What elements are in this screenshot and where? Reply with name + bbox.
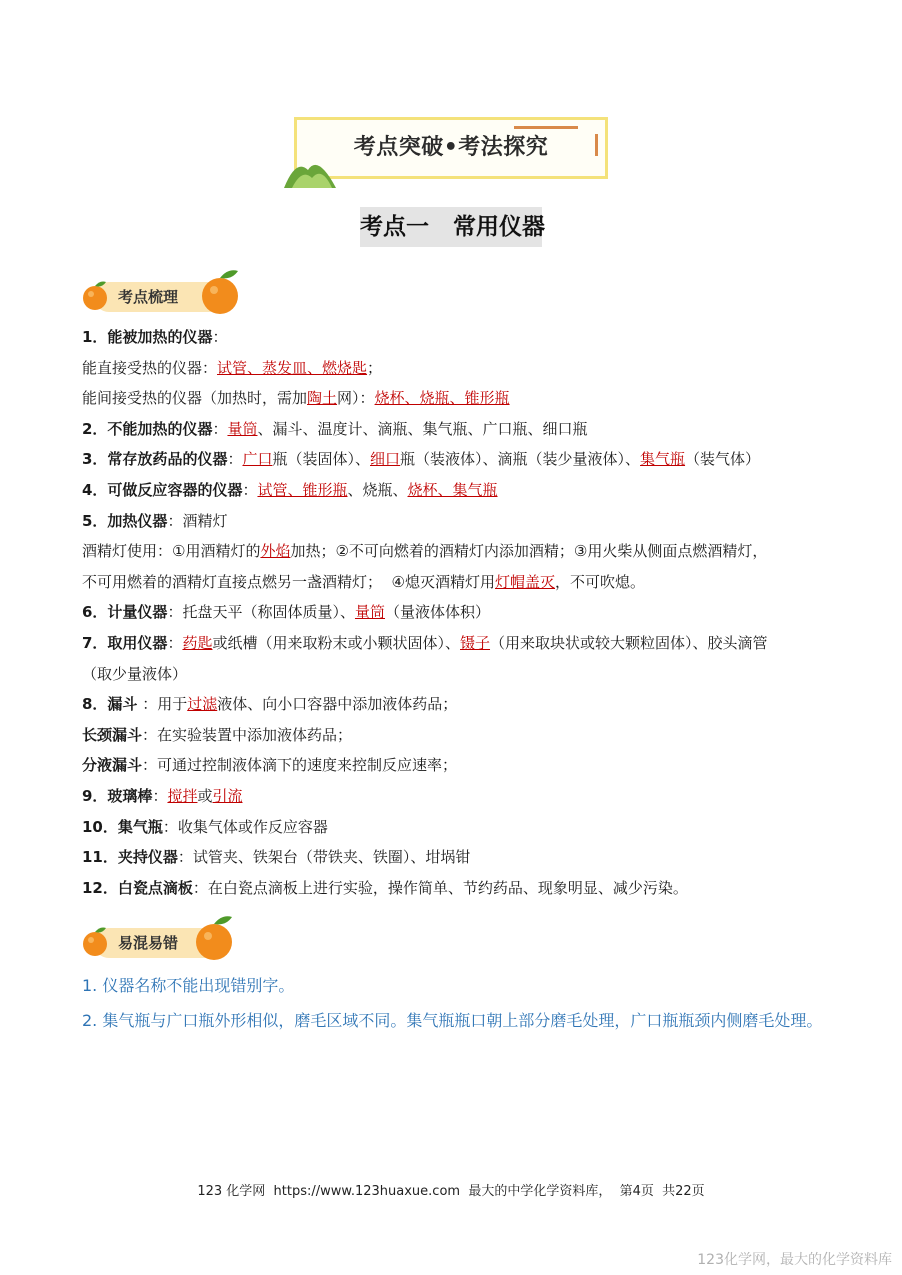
item-text: 或纸槽（用来取粉末或小颗状固体）、 (212, 633, 460, 652)
item-heading: 8．漏斗 (82, 695, 138, 714)
tag-label: 易混易错 (118, 934, 179, 952)
banner-title: 考点突破•考法探究 (353, 135, 549, 160)
list-item (82, 781, 832, 812)
orange-icon (192, 914, 236, 962)
list-item (82, 873, 832, 904)
item-text: 网）： (337, 389, 375, 408)
item-heading: 3．常存放药品的仪器 (82, 450, 228, 469)
item-text: 瓶（装液体）、滴瓶（装少量液体）、 (400, 450, 641, 469)
list-item (82, 475, 832, 506)
item-heading: 11．夹持仪器 (82, 848, 178, 867)
list-item (82, 536, 832, 567)
item-text: （用来取块状或较大颗粒固体）、胶头滴管 (490, 633, 768, 652)
answer-text: 外焰 (260, 542, 291, 561)
orange-icon (198, 268, 242, 316)
orange-icon (80, 924, 110, 958)
tag-review (80, 268, 242, 318)
answer-text: 烧杯、集气瓶 (407, 480, 498, 499)
list-item (82, 750, 832, 781)
section-banner (282, 112, 614, 190)
answer-text: 试管、蒸发皿、燃烧匙 (217, 358, 368, 377)
answer-text: 量筒 (227, 419, 258, 438)
list-item (82, 628, 832, 659)
item-text: 瓶（装固体）、 (272, 450, 370, 469)
answer-text: 药匙 (182, 633, 213, 652)
item-text: （取少量液体） (82, 664, 188, 683)
item-text: ：收集气体或作反应容器 (162, 817, 328, 836)
item-text: ： (212, 419, 228, 438)
list-item (82, 506, 832, 537)
list-item (82, 414, 832, 445)
confusion-notes (82, 968, 832, 1038)
item-text: ：试管夹、铁架台（带铁夹、铁圈）、坩埚钳 (177, 848, 471, 867)
answer-text: 引流 (212, 786, 243, 805)
list-item (82, 383, 832, 414)
answer-text: 陶土 (307, 389, 338, 408)
item-text: 不可用燃着的酒精灯直接点燃另一盏酒精灯； ④熄灭酒精灯用 (82, 572, 495, 591)
answer-text: 集气瓶 (640, 450, 686, 469)
item-text: 酒精灯使用：①用酒精灯的 (82, 542, 261, 561)
answer-text: 细口 (370, 450, 401, 469)
item-heading: 7．取用仪器 (82, 633, 168, 652)
answer-text: 烧杯、烧瓶、锥形瓶 (374, 389, 510, 408)
item-text: 、漏斗、温度计、滴瓶、集气瓶、广口瓶、细口瓶 (257, 419, 588, 438)
answer-text: 搅拌 (167, 786, 198, 805)
note-item: 2. 集气瓶与广口瓶外形相似，磨毛区域不同。集气瓶瓶口朝上部分磨毛处理，广口瓶瓶颈内侧磨毛处理。 (82, 1011, 823, 1030)
item-text: （装气体） (685, 450, 761, 469)
item-text: 或 (197, 786, 213, 805)
list-item (82, 720, 832, 751)
item-heading: 10．集气瓶 (82, 817, 163, 836)
item-text: ：用于 (137, 695, 188, 714)
note-item: 1. 仪器名称不能出现错别字。 (82, 976, 295, 995)
item-text: 加热；②不可向燃着的酒精灯内添加酒精；③用火柴从侧面点燃酒精灯， (290, 542, 768, 561)
answer-text: 试管、锥形瓶 (257, 480, 348, 499)
item-heading: 5．加热仪器 (82, 511, 168, 530)
item-text: 能间接受热的仪器（加热时，需加 (82, 389, 308, 408)
item-heading: 长颈漏斗 (82, 725, 143, 744)
item-heading: 6．计量仪器 (82, 603, 168, 622)
tag-label: 考点梳理 (118, 288, 179, 306)
item-text: ： (227, 450, 243, 469)
list-item (82, 812, 832, 843)
answer-text: 镊子 (460, 633, 491, 652)
list-item (82, 567, 832, 598)
item-text: 液体、向小口容器中添加液体药品； (217, 695, 458, 714)
item-text: ：可通过控制液体滴下的速度来控制反应速率； (142, 756, 458, 775)
answer-text: 灯帽盖灭 (495, 572, 556, 591)
list-item (82, 353, 832, 384)
item-text: ：托盘天平（称固体质量）、 (167, 603, 355, 622)
item-text: （量液体体积） (384, 603, 490, 622)
item-heading: 4．可做反应容器的仪器 (82, 480, 243, 499)
item-text: ：酒精灯 (167, 511, 228, 530)
section-title: 考点一 常用仪器 (360, 207, 542, 247)
tag-confusion (80, 914, 236, 964)
item-heading: 12．白瓷点滴板 (82, 878, 193, 897)
orange-icon (80, 278, 110, 312)
answer-text: 过滤 (187, 695, 218, 714)
list-item (82, 842, 832, 873)
item-text: 能直接受热的仪器： (82, 358, 218, 377)
list-item (82, 444, 832, 475)
item-text: ： (212, 328, 228, 346)
item-text: ：在白瓷点滴板上进行实验，操作简单、节约药品、现象明显、减少污染。 (192, 878, 688, 897)
item-text: ： (242, 480, 258, 499)
item-heading: 2．不能加热的仪器 (82, 419, 213, 438)
item-text: ：在实验装置中添加液体药品； (142, 725, 353, 744)
item-text: ； (367, 358, 383, 377)
item-heading: 1．能被加热的仪器 (82, 328, 213, 346)
watermark: 123化学网，最大的化学资料库 (697, 1252, 892, 1268)
list-item (82, 597, 832, 628)
item-text: 、烧瓶、 (347, 480, 408, 499)
item-heading: 9．玻璃棒 (82, 786, 153, 805)
item-text: ： (152, 786, 168, 805)
list-item (82, 689, 832, 720)
item-text: ，不可吹熄。 (555, 572, 646, 591)
list-item (82, 322, 832, 353)
instrument-list (82, 322, 832, 903)
page-footer: 123 化学网 https://www.123huaxue.com 最大的中学化学资料库， 第4页 共22页 (197, 1184, 705, 1199)
list-item (82, 659, 832, 690)
item-heading: 分液漏斗 (82, 756, 143, 775)
item-text: ： (167, 633, 183, 652)
answer-text: 量筒 (354, 603, 385, 622)
answer-text: 广口 (242, 450, 273, 469)
